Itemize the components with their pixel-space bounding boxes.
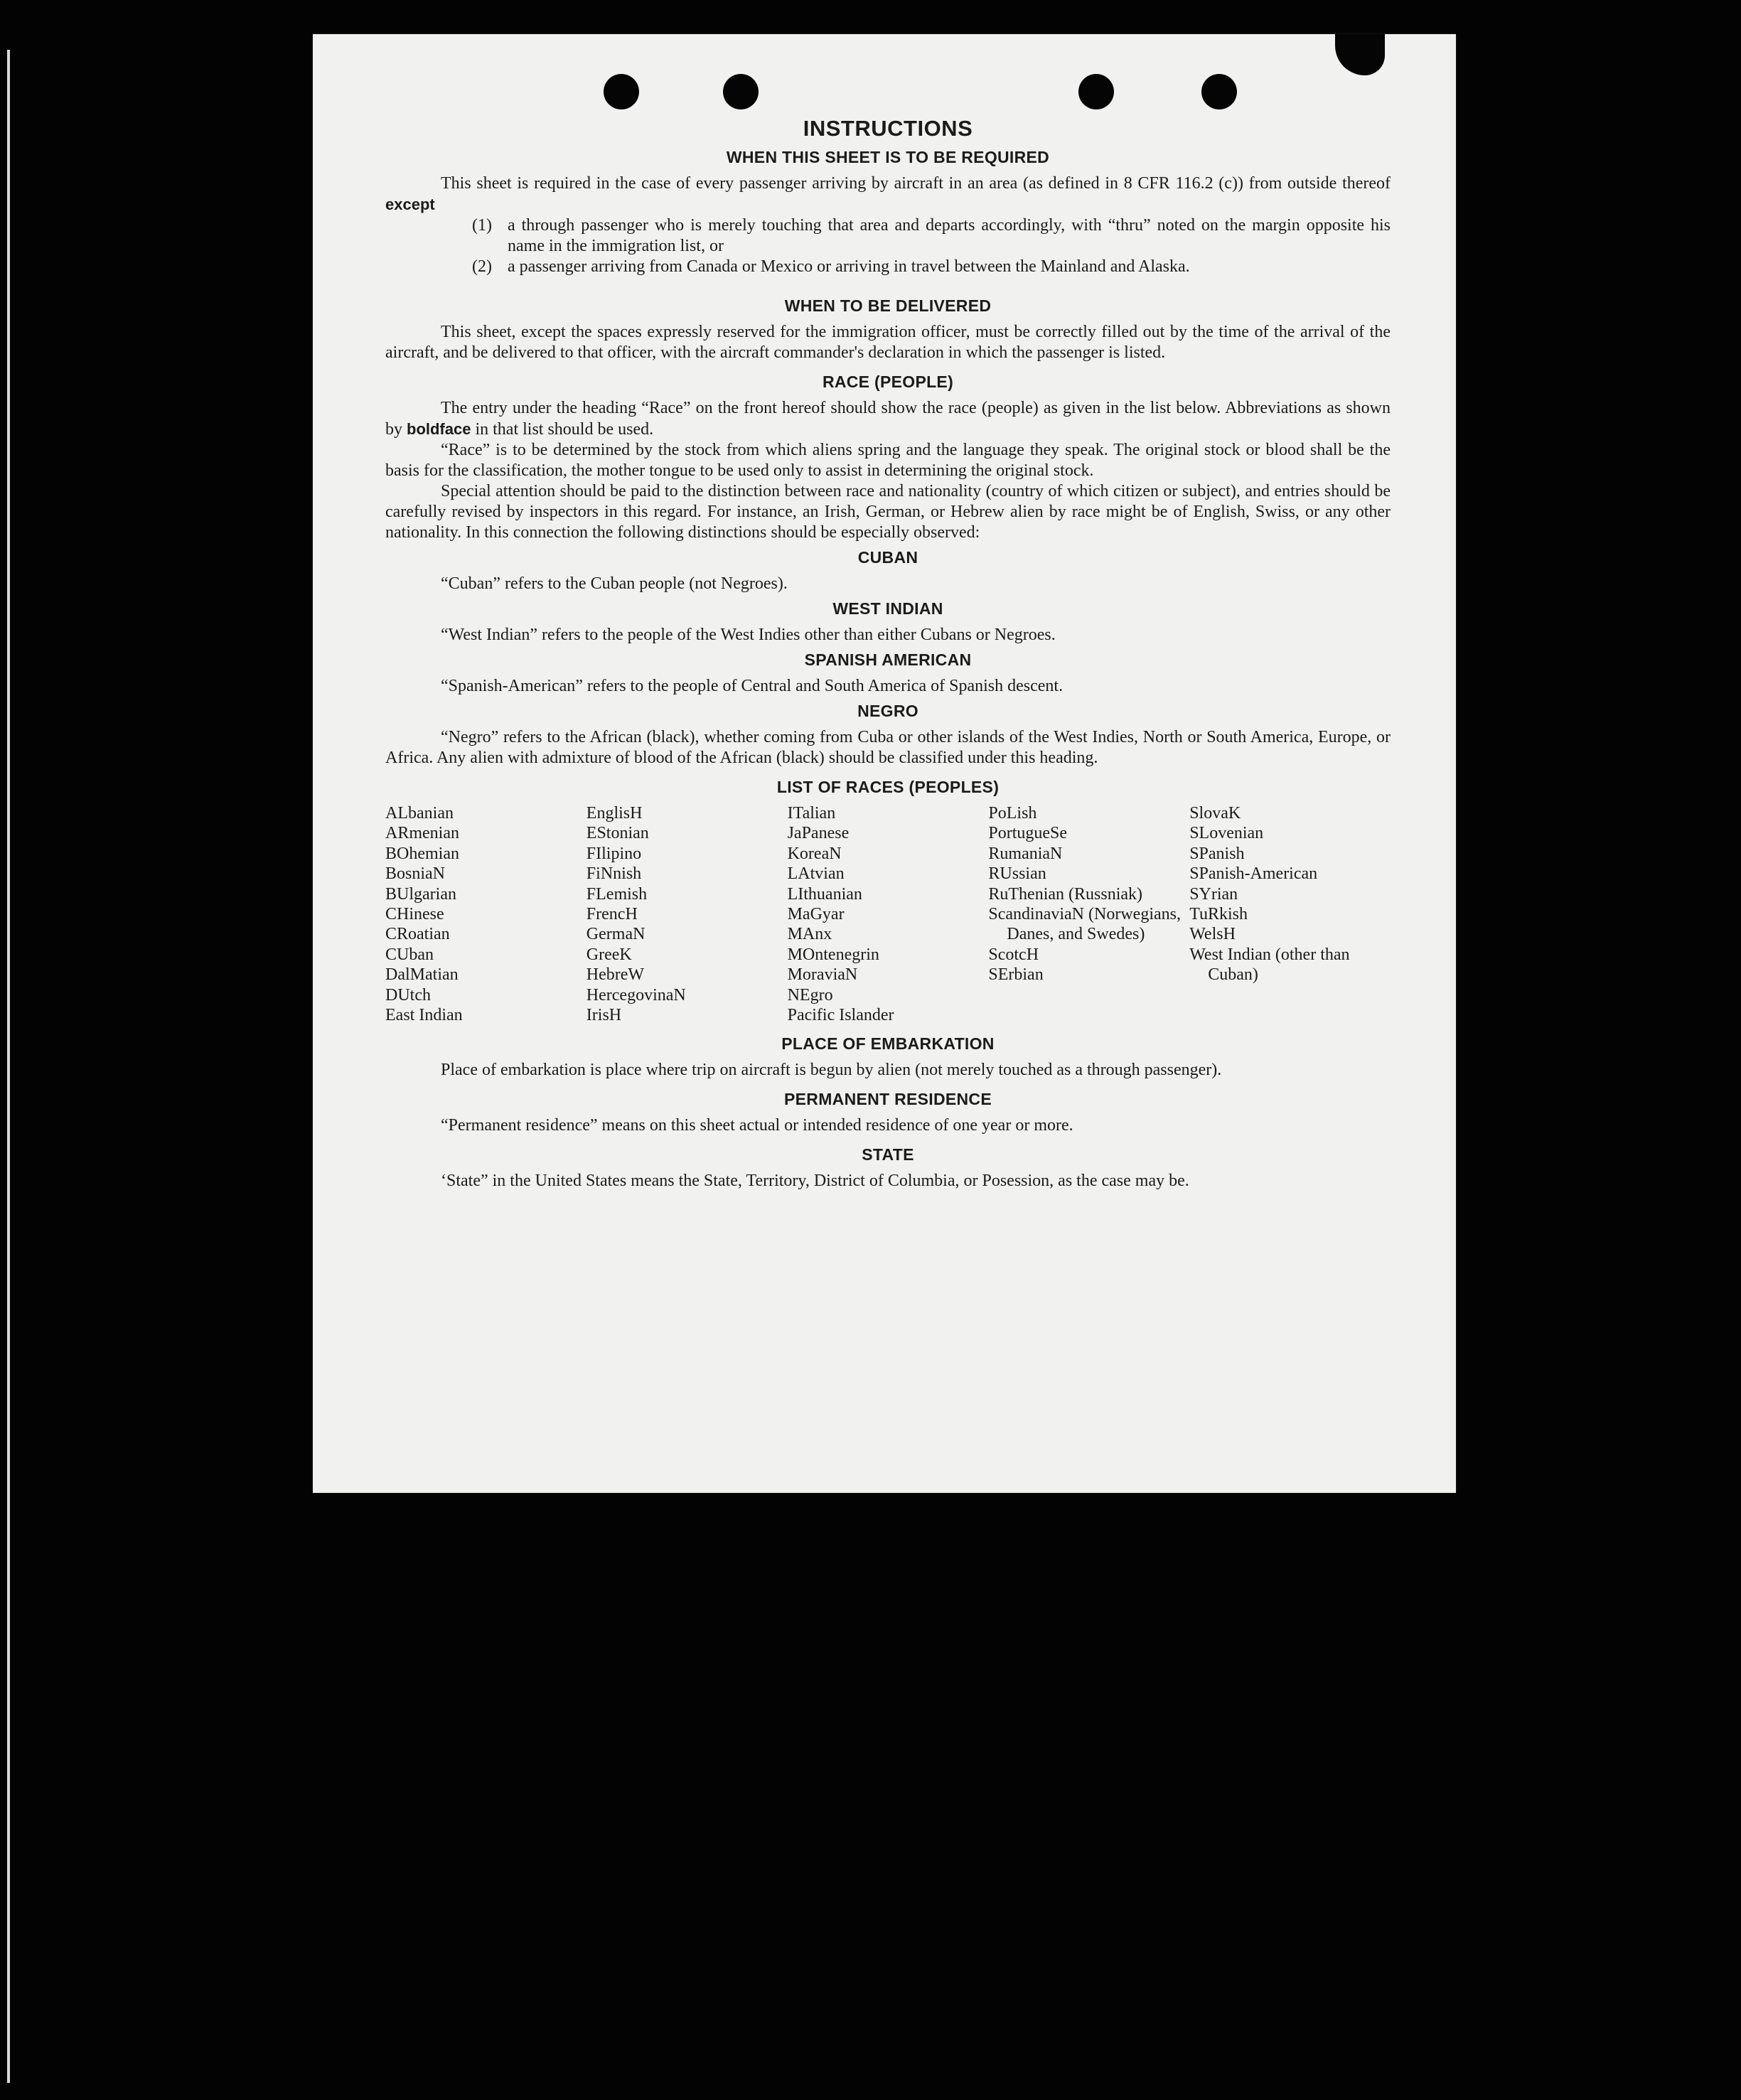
race-item: ITalian bbox=[787, 804, 836, 823]
heading-permanent-residence: PERMANENT RESIDENCE bbox=[784, 1090, 992, 1109]
race-item: LAtvian bbox=[787, 864, 845, 884]
cuban-text: “Cuban” refers to the Cuban people (not Negroes). bbox=[441, 574, 788, 593]
heading-state: STATE bbox=[862, 1145, 914, 1164]
race-item: FIlipino bbox=[586, 844, 642, 863]
race-item: BosniaN bbox=[385, 864, 445, 884]
exception-item-1 bbox=[472, 215, 1391, 257]
race-item: ALbanian bbox=[385, 804, 454, 823]
heading-race: RACE (PEOPLE) bbox=[822, 373, 954, 391]
heading-list-of-races: LIST OF RACES (PEOPLES) bbox=[776, 778, 1000, 796]
race-item: HebreW bbox=[586, 965, 645, 985]
exception-number: (1) bbox=[472, 216, 492, 235]
race-item: GreeK bbox=[586, 945, 632, 964]
west-indian-text: “West Indian” refers to the people of the West Indies other than either Cubans or Negroes. bbox=[441, 626, 1056, 644]
races-column-4 bbox=[988, 803, 1189, 1025]
race-item: FLemish bbox=[586, 884, 648, 904]
race-item: TuRkish bbox=[1189, 905, 1248, 924]
race-item: BUlgarian bbox=[385, 884, 456, 904]
heading-west-indian: WEST INDIAN bbox=[832, 599, 943, 618]
exception-item-2 bbox=[472, 257, 1391, 277]
race-p1-text-a: The entry under the heading “Race” on the front hereof should show the race (people) as given in the list below. Abbreviations as shown by bbox=[385, 399, 1391, 439]
race-item: FrencH bbox=[586, 905, 638, 924]
except-bold: except bbox=[385, 195, 435, 213]
place-of-embarkation-text: Place of embarkation is place where trip on aircraft is begun by alien (not merely touched as a through passenger). bbox=[441, 1061, 1222, 1080]
race-item: HercegovinaN bbox=[586, 985, 686, 1005]
race-item: MOntenegrin bbox=[787, 945, 879, 964]
race-item: GermaN bbox=[586, 925, 645, 944]
heading-cuban: CUBAN bbox=[857, 548, 918, 567]
heading-spanish-american: SPANISH AMERICAN bbox=[804, 650, 972, 669]
heading-when-required: WHEN THIS SHEET IS TO BE REQUIRED bbox=[726, 148, 1050, 166]
punch-hole bbox=[604, 74, 639, 109]
torn-corner bbox=[1335, 34, 1385, 75]
race-item: BOhemian bbox=[385, 844, 459, 863]
races-column-2 bbox=[586, 803, 788, 1025]
boldface-word: boldface bbox=[407, 420, 471, 438]
punch-hole bbox=[723, 74, 759, 109]
race-item: SPanish-American bbox=[1189, 864, 1318, 884]
race-item: CHinese bbox=[385, 905, 444, 924]
race-item: MoraviaN bbox=[787, 965, 858, 985]
race-item: SLovenian bbox=[1189, 824, 1264, 843]
race-item: SlovaK bbox=[1189, 804, 1241, 823]
state-text: ‘State” in the United States means the State, Territory, District of Columbia, or Posession, as the case may be. bbox=[441, 1172, 1189, 1191]
heading-negro: NEGRO bbox=[857, 702, 918, 720]
exception-number: (2) bbox=[472, 257, 492, 276]
race-item: ScandinaviaN (Norwegians, Danes, and Swedes) bbox=[988, 905, 1181, 944]
punch-hole bbox=[1201, 74, 1237, 109]
film-edge-line bbox=[7, 50, 10, 2083]
race-item: EStonian bbox=[586, 824, 649, 843]
race-paragraph-1 bbox=[385, 398, 1391, 440]
race-item: KoreaN bbox=[787, 844, 842, 863]
race-item: Pacific Islander bbox=[787, 1006, 894, 1025]
race-p1-text-b: in that list should be used. bbox=[471, 420, 654, 439]
race-paragraph-2: “Race” is to be determined by the stock from which aliens spring and the language they speak. The original stock or blood shall be the basis for the classification, the mother tongue to be used only to assist in determining the original stock. bbox=[385, 441, 1391, 480]
when-required-intro bbox=[385, 173, 1391, 215]
race-item: RumaniaN bbox=[988, 844, 1063, 863]
instructions-content bbox=[385, 118, 1391, 1191]
race-item: MaGyar bbox=[787, 905, 845, 924]
race-item: SPanish bbox=[1189, 844, 1245, 863]
race-item: PoLish bbox=[988, 804, 1037, 823]
exception-text: a through passenger who is merely touching that area and departs accordingly, with “thru” noted on the margin opposite his name in the immigration list, or bbox=[508, 216, 1391, 255]
race-item: ScotcH bbox=[988, 945, 1039, 964]
exception-text: a passenger arriving from Canada or Mexico or arriving in travel between the Mainland and Alaska. bbox=[508, 257, 1190, 276]
races-column-3 bbox=[788, 803, 989, 1025]
race-item: ARmenian bbox=[385, 824, 459, 843]
heading-when-delivered: WHEN TO BE DELIVERED bbox=[784, 296, 992, 315]
race-paragraph-3: Special attention should be paid to the distinction between race and nationality (country of which citizen or subject), and entries should be carefully revised by inspectors in this regard. For instance, an Irish, German, or Hebrew alien by race might be of English, Swiss, or any other nationality. In this connection the following distinctions should be especially observed: bbox=[385, 482, 1391, 542]
race-item: East Indian bbox=[385, 1006, 463, 1025]
race-item: CUban bbox=[385, 945, 434, 964]
race-item: PortugueSe bbox=[988, 824, 1068, 843]
race-item: FiNnish bbox=[586, 864, 642, 884]
race-item: RUssian bbox=[988, 864, 1046, 884]
race-item: RuThenian (Russniak) bbox=[988, 884, 1143, 904]
race-item: DUtch bbox=[385, 985, 431, 1005]
race-item: CRoatian bbox=[385, 925, 450, 944]
race-item: JaPanese bbox=[787, 824, 850, 843]
race-item: LIthuanian bbox=[787, 884, 862, 904]
heading-place-of-embarkation: PLACE OF EMBARKATION bbox=[781, 1034, 995, 1054]
spanish-american-text: “Spanish-American” refers to the people of Central and South America of Spanish descent. bbox=[441, 677, 1064, 695]
race-item: SYrian bbox=[1189, 884, 1238, 904]
races-column-1 bbox=[385, 803, 586, 1025]
document-page bbox=[313, 34, 1456, 1493]
when-required-intro-text: This sheet is required in the case of every passenger arriving by aircraft in an area (as defined in 8 CFR 116.2 (c)) from outside thereof bbox=[441, 174, 1391, 193]
negro-text: “Negro” refers to the African (black), whether coming from Cuba or other islands of the West Indies, North or South America, Europe, or Africa. Any alien with admixture of blood of the African (black) should be classified under this heading. bbox=[385, 728, 1391, 767]
race-item: EnglisH bbox=[586, 804, 643, 823]
race-item: MAnx bbox=[787, 925, 832, 944]
races-column-5 bbox=[1189, 803, 1391, 1025]
race-item: WelsH bbox=[1189, 925, 1236, 944]
race-item: NEgro bbox=[787, 985, 833, 1005]
punch-hole bbox=[1078, 74, 1114, 109]
race-item: IrisH bbox=[586, 1006, 622, 1025]
race-item: West Indian (other than Cuban) bbox=[1189, 945, 1350, 985]
race-item: SErbian bbox=[988, 965, 1044, 985]
permanent-residence-text: “Permanent residence” means on this sheet actual or intended residence of one year or more. bbox=[441, 1116, 1073, 1135]
race-item: DalMatian bbox=[385, 965, 459, 985]
when-delivered-text: This sheet, except the spaces expressly reserved for the immigration officer, must be correctly filled out by the time of the arrival of the aircraft, and be delivered to that officer, with the aircraft commander's declaration in which the passenger is listed. bbox=[385, 323, 1391, 362]
page-title: INSTRUCTIONS bbox=[803, 116, 973, 141]
races-list bbox=[385, 803, 1391, 1025]
